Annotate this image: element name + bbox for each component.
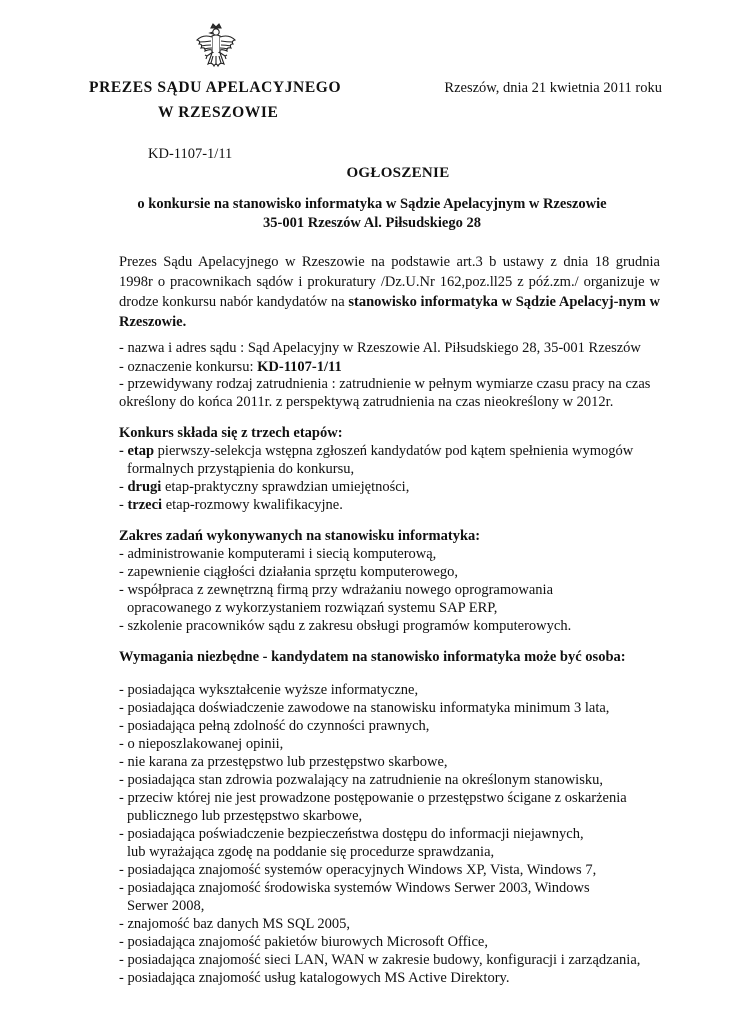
requirement-item: - posiadająca znajomość pakietów biurowych Microsoft Office, bbox=[119, 934, 488, 950]
competition-code-line bbox=[119, 359, 342, 376]
stage-2-label: drugi bbox=[127, 479, 162, 495]
requirement-item: - posiadająca znajomość systemów operacyjnych Windows XP, Vista, Windows 7, bbox=[119, 862, 597, 878]
stage-2-text: etap-praktyczny sprawdzian umiejętności, bbox=[161, 479, 410, 495]
stage-2-prefix: - bbox=[119, 479, 128, 495]
stage-3-text: etap-rozmowy kwalifikacyjne. bbox=[162, 497, 343, 513]
task-item: - współpraca z zewnętrzną firmą przy wdrażaniu nowego oprogramowania bbox=[119, 582, 554, 598]
notice-subtitle-1: o konkursie na stanowisko informatyka w Sądzie Apelacyjnym w Rzeszowie bbox=[137, 196, 607, 212]
court-address-line: - nazwa i adres sądu : Sąd Apelacyjny w Rzeszowie Al. Piłsudskiego 28, 35-001 Rzeszów bbox=[119, 340, 641, 356]
stage-1-continuation: formalnych przystąpienia do konkursu, bbox=[127, 461, 355, 477]
requirement-item: - nie karana za przestępstwo lub przestępstwo skarbowe, bbox=[119, 754, 448, 770]
requirement-item-continuation: publicznego lub przestępstwo skarbowe, bbox=[127, 808, 363, 824]
issuer-line-2: W RZESZOWIE bbox=[158, 104, 279, 121]
polish-eagle-emblem-icon bbox=[193, 22, 239, 76]
requirement-item: - posiadająca poświadczenie bezpieczeństwa dostępu do informacji niejawnych, bbox=[119, 826, 584, 842]
competition-code-value: KD-1107-1/11 bbox=[257, 359, 342, 375]
stage-1-text: pierwszy-selekcja wstępna zgłoszeń kandydatów pod kątem spełnienia wymogów bbox=[154, 443, 634, 459]
requirement-item-continuation: Serwer 2008, bbox=[127, 898, 205, 914]
requirement-item: - posiadająca doświadczenie zawodowe na stanowisku informatyka minimum 3 lata, bbox=[119, 700, 610, 716]
requirement-item: - posiadająca pełną zdolność do czynności prawnych, bbox=[119, 718, 430, 734]
task-item-continuation: opracowanego z wykorzystaniem rozwiązań systemu SAP ERP, bbox=[127, 600, 498, 616]
stage-3-prefix: - bbox=[119, 497, 128, 513]
requirement-item: - znajomość baz danych MS SQL 2005, bbox=[119, 916, 351, 932]
task-item: - administrowanie komputerami i siecią komputerową, bbox=[119, 546, 437, 562]
requirements-heading: Wymagania niezbędne - kandydatem na stanowisko informatyka może być osoba: bbox=[119, 649, 626, 665]
issue-date: Rzeszów, dnia 21 kwietnia 2011 roku bbox=[444, 80, 662, 96]
stage-3 bbox=[119, 497, 343, 514]
stages-heading: Konkurs składa się z trzech etapów: bbox=[119, 425, 343, 441]
requirement-item: - posiadająca znajomość sieci LAN, WAN w zakresie budowy, konfiguracji i zarządzania, bbox=[119, 952, 641, 968]
employment-line-1: - przewidywany rodzaj zatrudnienia : zatrudnienie w pełnym wymiarze czasu pracy na czas bbox=[119, 376, 651, 392]
stage-3-label: trzeci bbox=[127, 497, 163, 513]
intro-text: Prezes Sądu Apelacyjnego w Rzeszowie na podstawie art.3 b ustawy z dnia 18 grudnia 1998r o pracownikach sądów i prokuratury /Dz.U.Nr 162,poz.ll25 z póź.zm./ organizuje w drodze konkursu nabór kandydatów na bbox=[119, 254, 660, 310]
task-item: - zapewnienie ciągłości działania sprzętu komputerowego, bbox=[119, 564, 459, 580]
requirement-item: - przeciw której nie jest prowadzone postępowanie o przestępstwo ścigane z oskarżenia bbox=[119, 790, 627, 806]
reference-number: KD-1107-1/11 bbox=[148, 146, 233, 162]
intro-paragraph bbox=[119, 252, 660, 332]
stage-1 bbox=[119, 443, 633, 460]
stage-1-label: - etap bbox=[119, 443, 155, 459]
requirement-item: - posiadająca znajomość środowiska systemów Windows Serwer 2003, Windows bbox=[119, 880, 590, 896]
issuer-line-1: PREZES SĄDU APELACYJNEGO bbox=[89, 79, 342, 96]
requirement-item: - posiadająca znajomość usług katalogowych MS Active Direktory. bbox=[119, 970, 510, 986]
requirement-item: - posiadająca wykształcenie wyższe informatyczne, bbox=[119, 682, 419, 698]
intro-position: stanowisko informatyka w Sądzie Apelacyj-nym w Rzeszowie. bbox=[119, 294, 661, 330]
employment-line-2: określony do końca 2011r. z perspektywą zatrudnienia na czas nieokreślony w 2012r. bbox=[119, 394, 614, 410]
notice-subtitle-2: 35-001 Rzeszów Al. Piłsudskiego 28 bbox=[263, 215, 481, 231]
requirement-item: - o nieposzlakowanej opinii, bbox=[119, 736, 284, 752]
notice-title: OGŁOSZENIE bbox=[346, 165, 450, 181]
competition-code-label: - oznaczenie konkursu: bbox=[119, 359, 258, 375]
tasks-heading: Zakres zadań wykonywanych na stanowisku informatyka: bbox=[119, 528, 481, 544]
stage-2 bbox=[119, 479, 409, 496]
requirement-item: - posiadająca stan zdrowia pozwalający na zatrudnienie na określonym stanowisku, bbox=[119, 772, 603, 788]
task-item: - szkolenie pracowników sądu z zakresu obsługi programów komputerowych. bbox=[119, 618, 572, 634]
requirement-item-continuation: lub wyrażająca zgodę na poddanie się procedurze sprawdzania, bbox=[127, 844, 495, 860]
